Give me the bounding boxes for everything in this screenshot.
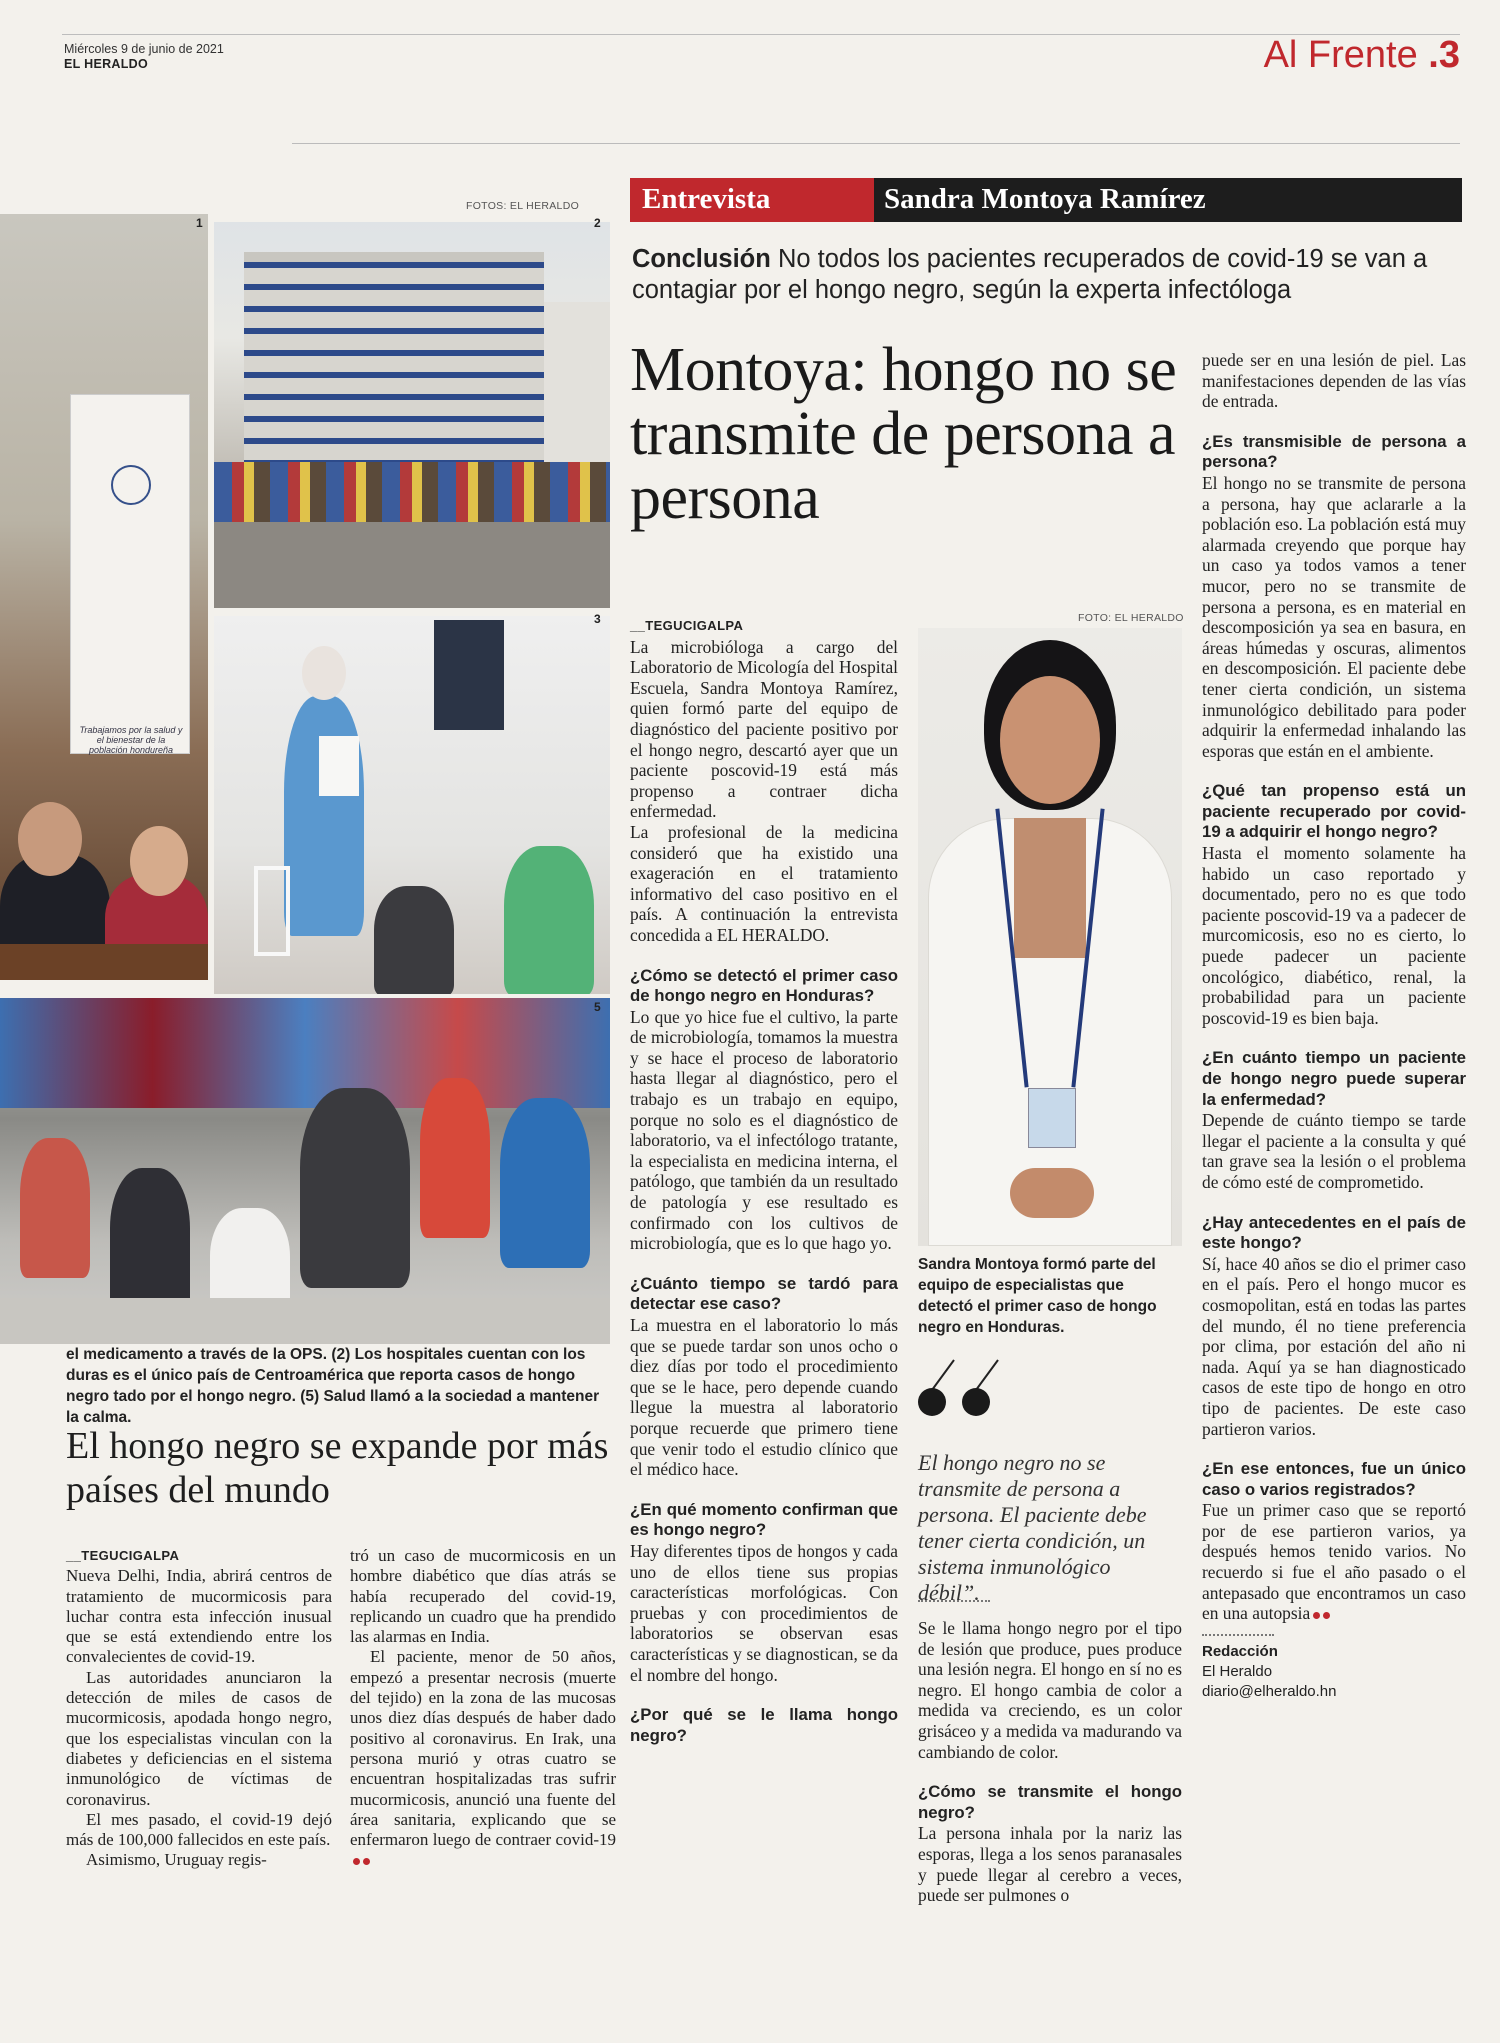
end-mark-icon <box>1323 1612 1330 1619</box>
interview-col-1 <box>630 616 898 1746</box>
worker-head <box>302 646 346 700</box>
seated-person <box>504 846 594 994</box>
interview-label: Entrevista <box>642 183 771 215</box>
neck <box>1014 818 1086 958</box>
interview-col-3 <box>1202 350 1466 1702</box>
person <box>300 1088 410 1288</box>
table <box>0 944 208 980</box>
newspaper-name: EL HERALDO <box>64 57 149 71</box>
person <box>110 1168 190 1318</box>
answer: Hay diferentes tipos de hongos y cada uno de ellos tiene sus propias características morfológicas. Con pruebas y con procedimientos de laboratorios se observan esas características y se diagnostican, se da el nombre del hongo. <box>630 1540 898 1685</box>
poster <box>434 620 504 730</box>
secondary-paragraph: tró un caso de mucormicosis en un hombre diabético que días atrás se había recuperado del covid-19, replicando un cuadro que ha prendido las alarmas en India. <box>350 1546 616 1647</box>
photo-label-1: 1 <box>196 216 203 230</box>
building-wing <box>544 302 610 472</box>
chair <box>254 866 290 956</box>
health-worker <box>284 696 364 936</box>
secondary-paragraph: Nueva Delhi, India, abrirá centros de tratamiento de mucormicosis para luchar contra esta infección inusual que se está extendiendo entre los convalecientes de covid-19. <box>66 1566 332 1667</box>
answer: puede ser en una lesión de piel. Las manifestaciones dependen de las vías de entrada. <box>1202 350 1466 412</box>
interview-col-2 <box>918 1618 1182 1906</box>
kicker: Conclusión No todos los pacientes recuperados de covid-19 se van a contagiar por el hongo negro, según la experta infectóloga <box>632 245 1428 304</box>
question: ¿En cuánto tiempo un paciente de hongo negro puede superar la enfermedad? <box>1202 1048 1466 1109</box>
answer: Hasta el momento solamente ha habido un caso reportado y documentado, pero no es que todo paciente poscovid-19 va a padecer de murcomicosis, eso no es cierto, lo puede padecer un paciente oncológico, diabético, renal, la probabilidad para un paciente poscovid-19 es bien baja. <box>1202 843 1466 1028</box>
question: ¿Qué tan propenso está un paciente recuperado por covid-19 a adquirir el hongo negro? <box>1202 781 1466 842</box>
intro-paragraph: La profesional de la medicina consideró que ha existido una exageración en el tratamiento informativo del caso positivo en el país. A continuación la entrevista concedida a EL HERALDO. <box>630 821 898 945</box>
paper-sheet <box>319 736 359 796</box>
question: ¿Hay antecedentes en el país de este hongo? <box>1202 1212 1466 1253</box>
answer: Fue un primer caso que se reportó por de ese partieron varios, ya después hemos tenido varios. No recuerdo si fue el año pasado o el antepasado que encontramos un caso en una autopsia <box>1202 1500 1466 1624</box>
photo-meeting <box>0 214 208 980</box>
byline-email[interactable]: diario@elheraldo.hn <box>1202 1682 1337 1700</box>
portrait-caption: Sandra Montoya formó parte del equipo de especialistas que detectó el primer caso de hongo negro en Honduras. <box>918 1256 1157 1336</box>
end-mark-icon <box>363 1858 370 1865</box>
byline-label: Redacción <box>1202 1642 1278 1660</box>
id-badge-icon <box>1028 1088 1076 1148</box>
interviewee-name: Sandra Montoya Ramírez <box>884 183 1206 215</box>
portrait-credit: FOTO: EL HERALDO <box>1078 612 1184 624</box>
top-rule <box>62 34 1460 35</box>
byline-name: El Heraldo <box>1202 1662 1273 1680</box>
question: ¿Cuánto tiempo se tardó para detectar ese caso? <box>630 1273 898 1314</box>
answer: Depende de cuánto tiempo se tarde llegar el paciente a la consulta y qué tan grave sea la lesión o el problema de cómo esté de comprometido. <box>1202 1110 1466 1192</box>
photo-crowd <box>0 998 610 1344</box>
question: ¿En qué momento confirman que es hongo negro? <box>630 1499 898 1540</box>
end-mark-icon <box>1313 1612 1320 1619</box>
umbrellas <box>0 998 610 1108</box>
banner-text: Trabajamos por la salud y el bienestar de la población hondureña <box>79 725 183 755</box>
secondary-col-1 <box>66 1546 332 1871</box>
photo-label-5: 5 <box>594 1000 601 1014</box>
answer: Se le llama hongo negro por el tipo de lesión que produce, pues produce una lesión negra. El hongo en sí no es negro. El hongo cambia de color a medida va creciendo, es un color grisáceo y a medida va madurando va cambiando de color. <box>918 1618 1182 1762</box>
question: ¿Cómo se detectó el primer caso de hongo negro en Honduras? <box>630 965 898 1006</box>
banner <box>70 394 190 754</box>
secondary-dateline: __TEGUCIGALPA <box>66 1548 180 1563</box>
byline <box>1202 1642 1466 1702</box>
photo-cutline: el medicamento a través de la OPS. (2) Los hospitales cuentan con los duras es el único país de Centroamérica que reporta casos de hongo negro tado por el hongo negro. (5) Salud llamó a la sociedad a mantener la calma. <box>66 1346 600 1426</box>
hands <box>1010 1168 1094 1218</box>
secondary-paragraph: El mes pasado, el covid-19 dejó más de 100,000 fallecidos en este país. <box>66 1809 332 1850</box>
question: ¿Es transmisible de persona a persona? <box>1202 431 1466 472</box>
answer: La persona inhala por la nariz las esporas, llega a los senos paranasales y puede llegar al cerebro a veces, puede ser pulmones o <box>918 1823 1182 1906</box>
photo-hospital <box>214 222 610 608</box>
secondary-paragraph: El paciente, menor de 50 años, empezó a presentar necrosis (muerte del tejido) en la zona de las mucosas unos diez días después de haber dado positivo al coronavirus. En Irak, una persona murió y otras cuatro se encuentran hospitalizadas tras sufrir mucormicosis, anunció una fuente del área sanitaria, explicando que se enfermaron luego de contraer covid-19 <box>350 1647 616 1870</box>
answer: La muestra en el laboratorio lo más que se puede tardar son unos ocho o diez días por todo el procedimiento que se le hace, pero depende cuando llegue la muestra al laboratorio porque recuerde que primero tiene que venir todo el estudio clínico que el médico hace. <box>630 1315 898 1480</box>
seated-person <box>374 886 454 994</box>
photo-label-3: 3 <box>594 612 601 626</box>
street <box>214 522 610 608</box>
person <box>500 1098 590 1268</box>
intro-paragraph: La microbióloga a cargo del Laboratorio de Micología del Hospital Escuela, Sandra Montoya Ramírez, quien formó parte del equipo de diagnóstico del paciente positivo por el hongo negro, descartó ayer que un paciente poscovid-19 está más propenso a contraer dicha enfermedad. <box>630 636 898 822</box>
question: ¿Cómo se transmite el hongo negro? <box>918 1782 1182 1822</box>
building-windows <box>244 262 544 462</box>
answer: Lo que yo hice fue el cultivo, la parte de microbiología, tomamos la muestra y se hace el proceso de laboratorio hasta llegar al diagnóstico, pero el trabajo es un trabajo en equipo, porque no solo es el diagnóstico de laboratorio, va el infectólogo tratante, la especialista en medicina interna, el patólogo, que también da un resultado de patología y ese resultado es confirmado con los cultivos de microbiología, que es lo que hago yo. <box>630 1006 898 1254</box>
page-number: .3 <box>1428 34 1460 76</box>
byline-divider <box>1202 1634 1274 1636</box>
crowd <box>214 462 610 522</box>
photo-label-2: 2 <box>594 216 601 230</box>
secondary-col-2 <box>350 1546 616 1871</box>
interview-dateline: __TEGUCIGALPA <box>630 618 744 633</box>
person-head <box>18 802 82 876</box>
secondary-paragraph: Asimismo, Uruguay regis- <box>86 1850 267 1870</box>
sidewalk <box>0 1298 610 1344</box>
main-headline: Montoya: hongo no se transmite de persona a persona <box>630 336 1177 532</box>
photos-credit: FOTOS: EL HERALDO <box>466 200 580 212</box>
secondary-paragraph: Las autoridades anunciaron la detección de miles de casos de mucormicosis, apodada hongo negro, que los especialistas vinculan con la diabetes y deficiencias en el sistema inmunológico de víctimas de coronavirus. <box>66 1667 332 1809</box>
person <box>420 1078 490 1238</box>
person-head <box>130 826 188 896</box>
question: ¿Por qué se le llama hongo negro? <box>630 1705 898 1745</box>
section-title: Al Frente .3 <box>1263 34 1460 76</box>
answer: El hongo no se transmite de persona a persona, hay que aclararle a la población eso. La población está muy alarmada creyendo que porque hay un caso ya todos vamos a tener mucor, pero no se transmite de persona a persona, es en material en descomposición ya sea en basura, en áreas húmedas y oscuras, alimentos en descomposición. El paciente debe tener cierta condición, un sistema inmunológico debilitado para poder adquirir la enfermedad inhalando las esporas que están en el ambiente. <box>1202 472 1466 761</box>
secondary-headline: El hongo negro se expande por más países del mundo <box>66 1425 609 1511</box>
question: ¿En ese entonces, fue un único caso o varios registrados? <box>1202 1459 1466 1499</box>
quote-marks-icon <box>914 1352 1014 1422</box>
seal-icon <box>111 465 151 505</box>
pull-quote: El hongo negro no se transmite de persona a persona. El paciente debe tener cierta condición, un sistema inmunológico débil”. <box>918 1450 1147 1605</box>
portrait-face <box>1000 676 1100 804</box>
portrait-photo <box>918 628 1182 1246</box>
photo-triage-tent <box>214 616 610 994</box>
end-mark-icon <box>353 1858 360 1865</box>
header-rule <box>292 143 1460 144</box>
issue-date: Miércoles 9 de junio de 2021 <box>64 42 224 56</box>
answer: Sí, hace 40 años se dio el primer caso en el país. Pero el hongo mucor es cosmopolitan, está en todas las partes del mundo, él no tiene preferencia por clima, por estación del año ni nada. Aquí ya se han diagnosticado casos de este tipo de hongo en otro tipo de pacientes. De este caso partieron varios. <box>1202 1253 1466 1439</box>
quote-divider <box>918 1600 990 1602</box>
person <box>20 1138 90 1278</box>
kicker-lead: Conclusión <box>632 245 771 273</box>
